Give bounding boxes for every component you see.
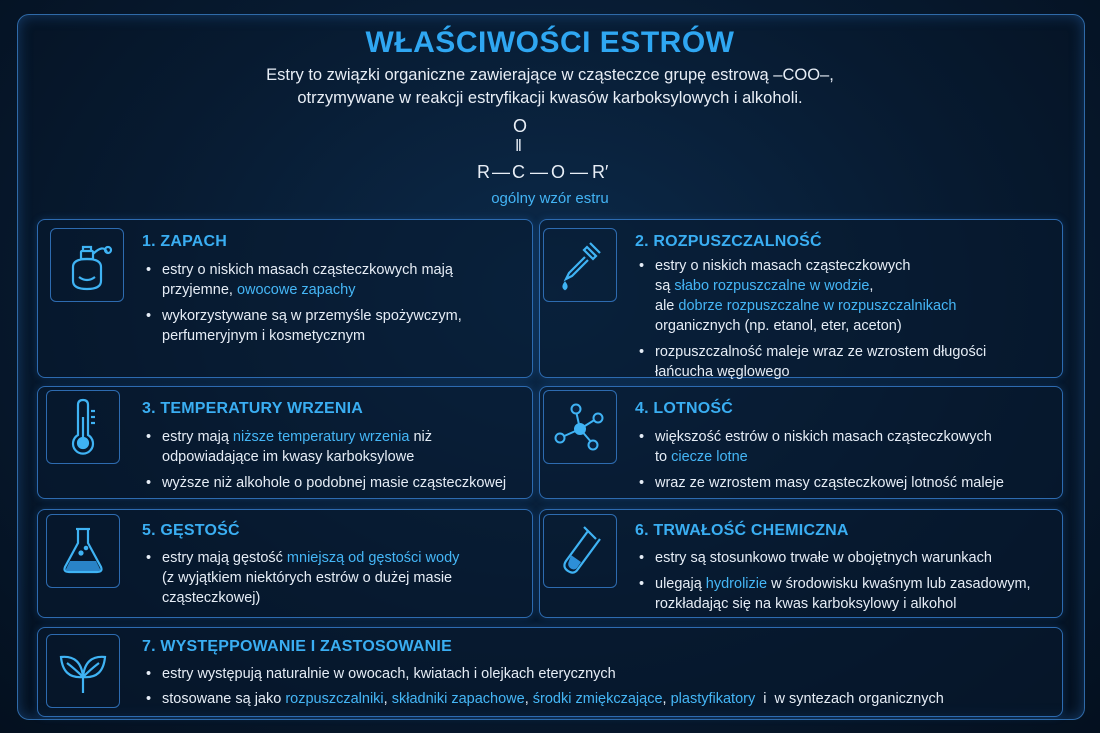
bullet-text: stosowane są jako <box>162 691 286 707</box>
bullet-item <box>146 260 526 300</box>
intro-line-2: otrzymywane w reakcji estryfikacji kwasów karboksylowych i alkoholi. <box>297 89 803 107</box>
bullet-text: organicznych (np. etanol, eter, aceton) <box>655 318 902 334</box>
card-title-lotnosc: 4. LOTNOŚĆ <box>635 400 734 417</box>
bullet-text: estry o niskich masach cząsteczkowych <box>655 258 911 274</box>
card-trwalosc-chemiczna <box>539 509 1063 618</box>
bullet-text: , <box>524 691 533 707</box>
dropper-icon <box>543 228 617 302</box>
bullet-text: przyjemne, <box>162 282 237 298</box>
bullet-text: ulegają <box>655 576 706 592</box>
card-title-wystepowanie: 7. WYSTĘPPOWANIE I ZASTOSOWANIE <box>142 638 452 655</box>
bullet-item <box>639 574 1059 614</box>
bullet-text: , <box>662 691 671 707</box>
card-title-temperatury: 3. TEMPERATURY WRZENIA <box>142 400 364 417</box>
bullet-text: wyższe niż alkohole o podobnej masie cząsteczkowej <box>162 475 507 491</box>
bullet-text: , <box>869 278 874 294</box>
highlight-text: składniki zapachowe <box>391 691 525 707</box>
perfume-bottle-icon <box>50 228 124 302</box>
card-wystepowanie <box>37 627 1063 717</box>
bullet-text: rozpuszczalność maleje wraz ze wzrostem długości <box>655 344 987 360</box>
bullet-item <box>639 342 1049 382</box>
bullet-text: łańcucha węglowego <box>655 364 790 380</box>
test-tube-icon <box>543 514 617 588</box>
bullet-text: wykorzystywane są w przemyśle spożywczym, <box>162 308 462 324</box>
bullet-text: w środowisku kwaśnym lub zasadowym, <box>767 576 1031 592</box>
bullet-text: estry o niskich masach cząsteczkowych mają <box>162 262 453 278</box>
bullet-item <box>639 256 1049 336</box>
formula-r-prime: R′ <box>592 162 609 182</box>
bullet-text: odpowiadające im kwasy karboksylowe <box>162 449 415 465</box>
bullet-text: rozkładając się na kwas karboksylowy i alkohol <box>655 596 957 612</box>
highlight-text: niższe temperatury wrzenia <box>232 429 410 445</box>
card-title-trwalosc: 6. TRWAŁOŚĆ CHEMICZNA <box>635 522 849 539</box>
bullet-item <box>639 473 1049 493</box>
bullet-list-temperatury <box>146 427 526 499</box>
card-title-zapach: 1. ZAPACH <box>142 233 228 250</box>
molecule-icon <box>543 390 617 464</box>
bullet-text: estry są stosunkowo trwałe w obojętnych warunkach <box>655 550 992 566</box>
bullet-list-rozpuszczalnosc <box>639 256 1049 388</box>
card-gestosc <box>37 509 533 618</box>
formula-bond-1: — <box>492 162 510 182</box>
bullet-text: perfumeryjnym i kosmetycznym <box>162 328 366 344</box>
bullet-text: to <box>655 449 672 465</box>
highlight-text: słabo rozpuszczalne w wodzie <box>674 278 870 294</box>
formula-oxygen: O <box>551 162 566 182</box>
bullet-text: ale <box>655 298 679 314</box>
highlight-text: dobrze rozpuszczalne w rozpuszczalnikach <box>678 298 957 314</box>
bullet-item <box>146 689 1046 709</box>
card-temperatury-wrzenia <box>37 386 533 499</box>
bullet-text: estry mają gęstość <box>162 550 287 566</box>
formula-top-oxygen: O <box>513 116 528 136</box>
bullet-text: są <box>655 278 675 294</box>
card-rozpuszczalnosc <box>539 219 1063 378</box>
formula-bond-3: — <box>570 162 588 182</box>
formula-carbon: C <box>512 162 525 182</box>
thermometer-icon <box>46 390 120 464</box>
bullet-list-trwalosc <box>639 548 1059 620</box>
highlight-text: rozpuszczalniki <box>285 691 384 707</box>
highlight-text: mniejszą od gęstości wody <box>286 550 460 566</box>
card-lotnosc <box>539 386 1063 499</box>
bullet-item <box>146 548 526 608</box>
bullet-text: (z wyjątkiem niektórych estrów o dużej masie <box>162 570 453 586</box>
bullet-text: i w syntezach organicznych <box>755 691 944 707</box>
intro-line-1: Estry to związki organiczne zawierające w cząsteczce grupę estrową –COO–, <box>266 66 834 84</box>
bullet-item <box>639 548 1059 568</box>
bullet-list-gestosc <box>146 548 526 614</box>
bullet-item <box>639 427 1049 467</box>
card-title-rozpuszczalnosc: 2. ROZPUSZCZALNOŚĆ <box>635 233 822 250</box>
bullet-text: wraz ze wzrostem masy cząsteczkowej lotność maleje <box>655 475 1004 491</box>
highlight-text: owocowe zapachy <box>236 282 356 298</box>
card-title-gestosc: 5. GĘSTOŚĆ <box>142 522 240 539</box>
bullet-list-lotnosc <box>639 427 1049 499</box>
bullet-list-zapach <box>146 260 526 352</box>
flask-icon <box>46 514 120 588</box>
card-zapach <box>37 219 533 378</box>
bullet-item <box>146 306 526 346</box>
bullet-item <box>146 664 1046 684</box>
formula-double-bond: ‖ <box>515 136 523 155</box>
bullet-text: cząsteczkowej) <box>162 590 261 606</box>
formula-bond-2: — <box>530 162 548 182</box>
page-title: WŁAŚCIWOŚCI ESTRÓW <box>365 26 735 59</box>
leaves-icon <box>46 634 120 708</box>
bullet-text: większość estrów o niskich masach cząsteczkowych <box>655 429 992 445</box>
bullet-text: estry występują naturalnie w owocach, kwiatach i olejkach eterycznych <box>162 666 616 682</box>
formula-r: R <box>477 162 490 182</box>
bullet-text: estry mają <box>162 429 233 445</box>
bullet-list-wystepowanie <box>146 664 1046 715</box>
highlight-text: hydrolizie <box>705 576 768 592</box>
highlight-text: ciecze lotne <box>671 449 748 465</box>
bullet-item <box>146 473 526 493</box>
bullet-text: , <box>383 691 392 707</box>
highlight-text: plastyfikatory <box>670 691 756 707</box>
bullet-item <box>146 427 526 467</box>
highlight-text: środki zmiękczające <box>532 691 663 707</box>
bullet-text: niż <box>409 429 432 445</box>
formula-caption: ogólny wzór estru <box>491 190 609 207</box>
